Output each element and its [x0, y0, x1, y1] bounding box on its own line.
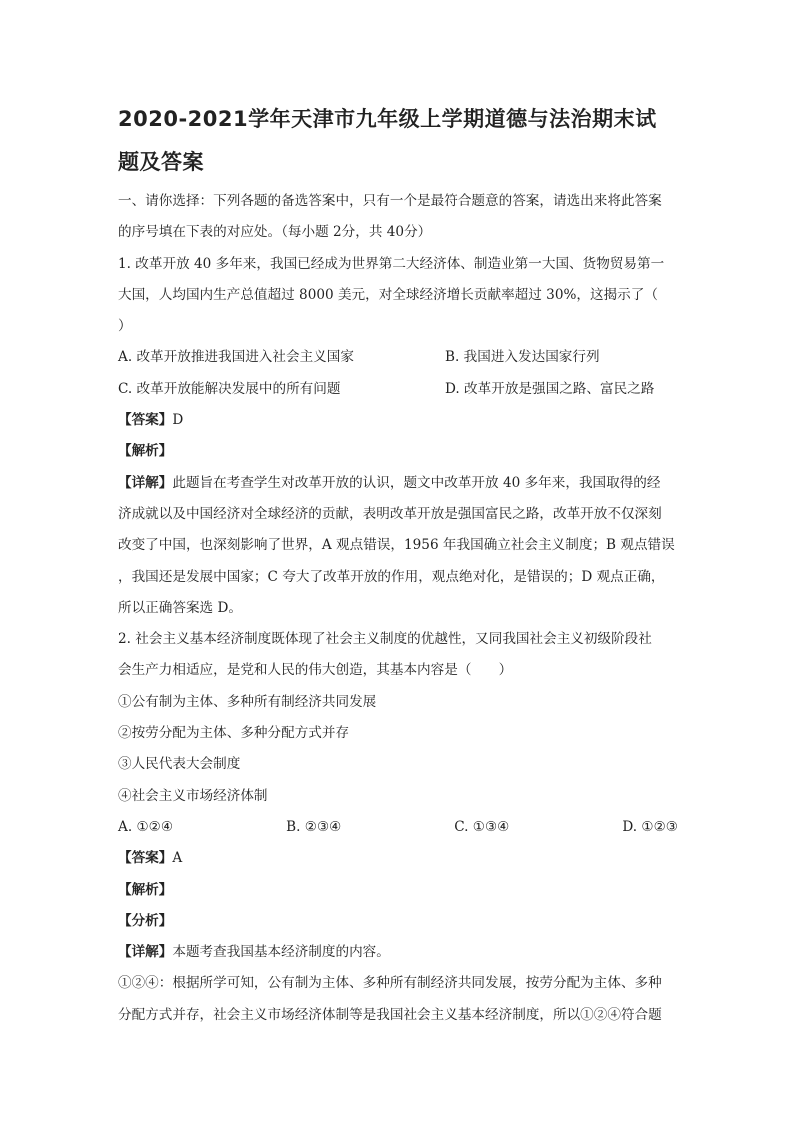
question-2-analysis: [118, 875, 678, 906]
question-2-item: ④社会主义市场经济体制: [118, 787, 268, 804]
analysis-tag: 【解析】: [118, 443, 173, 460]
option-c: C. 改革开放能解决发展中的所有问题: [118, 380, 341, 397]
question-2-detail: 分配方式并存，社会主义市场经济体制等是我国社会主义基本经济制度，所以①②④符合题: [118, 1006, 662, 1023]
question-1-stem: 大国，人均国内生产总值超过 8000 美元，对全球经济增长贡献率超过 30%，这揭示了（: [118, 286, 658, 303]
section-instruction-line: 一、请你选择：下列各题的备选答案中，只有一个是最符合题意的答案，请选出来将此答案: [118, 193, 662, 209]
answer-tag: 【答案】: [118, 412, 173, 429]
question-2-fenxi: [118, 906, 678, 937]
question-2-item: ①公有制为主体、多种所有制经济共同发展: [118, 693, 377, 710]
option-d: D. ①②③: [622, 818, 678, 835]
question-1-stem: 1. 改革开放 40 多年来，我国已经成为世界第二大经济体、制造业第一大国、货物贸易第一: [118, 255, 665, 272]
option-b: B. 我国进入发达国家行列: [445, 349, 600, 366]
question-2-answer: [118, 843, 678, 874]
option-c: C. ①③④: [454, 818, 510, 835]
fenxi-tag: 【分析】: [118, 912, 173, 929]
question-1-detail: 济成就以及中国经济对全球经济的贡献，表明改革开放是强国富民之路，改革开放不仅深刻: [118, 505, 662, 522]
detail-tag: 【详解】: [118, 474, 173, 491]
question-2-item: ③人民代表大会制度: [118, 756, 241, 773]
section-instruction-line: 的序号填在下表的对应处。（每小题 2分，共 40分）: [118, 224, 432, 241]
analysis-tag: 【解析】: [118, 881, 173, 898]
question-1-detail: 改变了中国，也深刻影响了世界，A 观点错误，1956 年我国确立社会主义制度；B 观点错误: [118, 537, 675, 554]
question-1-options-row: [118, 374, 678, 405]
question-2-stem: 会生产力相适应，是党和人民的伟大创造，其基本内容是（ ）: [118, 662, 513, 679]
document-title: 2020-2021学年天津市九年级上学期道德与法治期末试题及答案: [118, 107, 657, 174]
option-a: A. ①②④: [118, 818, 174, 835]
answer-tag: 【答案】: [118, 850, 173, 867]
answer-value: A: [172, 850, 183, 867]
question-1-answer: [118, 405, 678, 436]
question-1-detail: ，我国还是发展中国家；C 夸大了改革开放的作用，观点绝对化，是错误的；D 观点正确，: [118, 568, 665, 585]
option-d: D. 改革开放是强国之路、富民之路: [445, 380, 655, 397]
question-1-analysis: [118, 436, 678, 467]
detail-tag: 【详解】: [118, 944, 173, 961]
question-2-detail: ①②④：根据所学可知，公有制为主体、多种所有制经济共同发展，按劳分配为主体、多种: [118, 975, 662, 992]
question-2-item: ②按劳分配为主体、多种分配方式并存: [118, 725, 350, 742]
question-2-detail: [118, 937, 678, 968]
detail-text: 此题旨在考查学生对改革开放的认识，题文中改革开放 40 多年来，我国取得的经: [172, 474, 661, 491]
question-1-stem: ）: [118, 318, 132, 335]
question-1-options-row: [118, 342, 678, 373]
option-b: B. ②③④: [286, 818, 342, 835]
question-2-stem: 2. 社会主义基本经济制度既体现了社会主义制度的优越性，又同我国社会主义初级阶段社: [118, 631, 652, 648]
document-page: [118, 98, 678, 1031]
option-a: A. 改革开放推进我国进入社会主义国家: [118, 349, 354, 366]
detail-intro: 本题考查我国基本经济制度的内容。: [172, 944, 390, 961]
question-1-detail: [118, 468, 678, 499]
question-2-options-row: [118, 812, 678, 843]
answer-value: D: [172, 412, 184, 429]
question-1-detail: 所以正确答案选 D。: [118, 599, 242, 616]
